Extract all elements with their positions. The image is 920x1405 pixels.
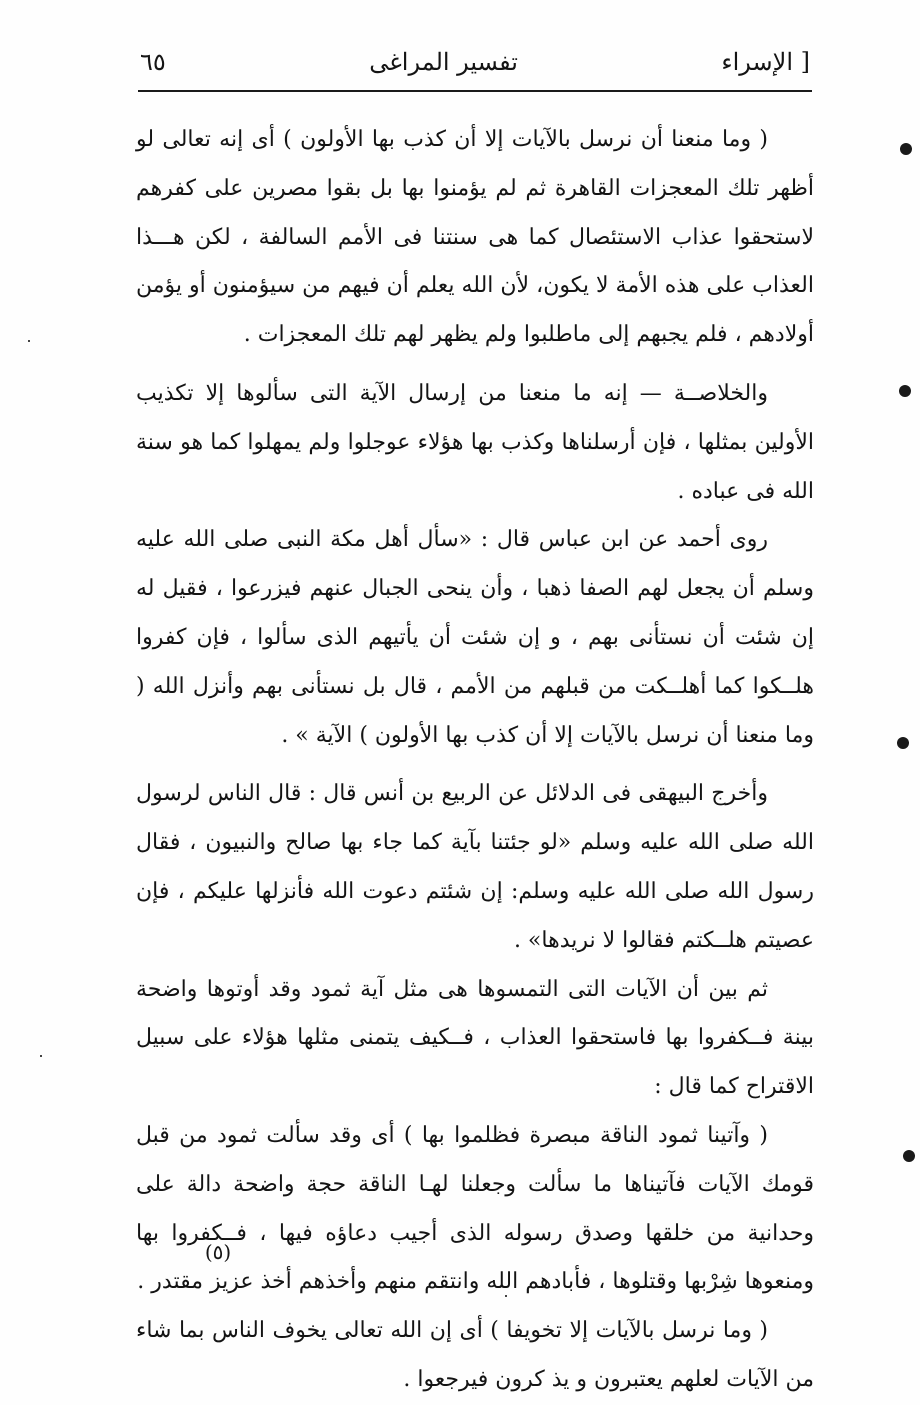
scan-speck — [28, 340, 30, 342]
paragraph-thamud-intro: ثم بين أن الآيات التى التمسوها هى مثل آية ثمود وقد أوتوها واضحة بينة فــكفروا بها فاستحقوا العذاب ، فــكيف يتمنى مثلها هؤلاء على سبيل الاقتراح كما قال : — [136, 976, 814, 1100]
scan-speck — [40, 1055, 42, 1057]
ink-blot — [899, 385, 911, 397]
paragraph-verse-explanation: ( وما منعنا أن نرسل بالآيات إلا أن كذب بها الأولون ) أى إنه تعالى لو أظهر تلك المعجزات القاهرة ثم لم يؤمنوا بها بل بقوا مصرين على كفرهم لاستحقوا عذاب الاستئصال كما هى سنتنا فى الأمم السالفة ، لكن هـــذا العذاب على هذه الأمة لا يكون، لأن الله يعلم أن فيهم من سيؤمنون أو يؤمن أولادهم ، فلم يجبهم إلى ماطلبوا ولم يظهر لهم تلك المعجزات . — [136, 127, 814, 348]
page-header — [140, 40, 810, 84]
ink-blot — [900, 143, 912, 155]
header-page-number: ٦٥ — [140, 48, 166, 76]
ink-blot — [897, 737, 909, 749]
header-surah-name: [ الإسراء — [721, 48, 810, 76]
paragraph-summary: والخلاصــة — إنه ما منعنا من إرسال الآية التى سألوها إلا تكذيب الأولين بمثلها ، فإن أرسلناها وكذب بها هؤلاء عوجلوا ولم يمهلوا كما هو سنة الله فى عباده . — [136, 380, 814, 504]
header-rule — [138, 90, 812, 92]
header-book-title: تفسير المراغى — [369, 48, 518, 76]
scan-speck — [505, 1295, 507, 1297]
signature-mark: (٥) — [204, 1240, 232, 1264]
paragraph-thamud-verse: ( وآتينا ثمود الناقة مبصرة فظلموا بها ) أى وقد سألت ثمود من قبل قومك الآيات فآتيناها ما سألت وجعلنا لهـا الناقة حجة واضحة دالة على وحدانية من خلقها وصدق رسوله الذى أجيب دعاؤه فيها ، فــكفروا بها ومنعوها شِرْبها وقتلوها ، فأبادهم الله وانتقم منهم وأخذهم أخذ عزيز مقتدر . — [136, 1122, 814, 1295]
paragraph-hadith-ahmad: روى أحمد عن ابن عباس قال : «سأل أهل مكة النبى صلى الله عليه وسلم أن يجعل لهم الصفا ذهبا ، وأن ينحى الجبال عنهم فيزرعوا ، فقيل له إن شئت أن نستأنى بهم ، و إن شئت أن يأتيهم الذى سألوا ، فإن كفروا هلــكوا كما أهلــكت من قبلهم من الأمم ، قال بل نستأنى بهم وأنزل الله ( وما منعنا أن نرسل بالآيات إلا أن كذب بها الأولون ) الآية » . — [136, 527, 814, 748]
paragraph-warning-verse: ( وما نرسل بالآيات إلا تخويفا ) أى إن الله تعالى يخوف الناس بما شاء من الآيات لعلهم يعتبرون و يذ كرون فيرجعوا . — [136, 1318, 814, 1392]
ink-blot — [903, 1150, 915, 1162]
commentary-text — [136, 116, 814, 1405]
paragraph-hadith-bayhaqi: وأخرج البيهقى فى الدلائل عن الربيع بن أنس قال : قال الناس لرسول الله صلى الله عليه وسلم «لو جئتنا بآية كما جاء بها صالح والنبيون ، فقال رسول الله صلى الله عليه وسلم: إن شئتم دعوت الله فأنزلها عليكم ، فإن عصيتم هلــكتم فقالوا لا نريدها» . — [136, 781, 814, 953]
